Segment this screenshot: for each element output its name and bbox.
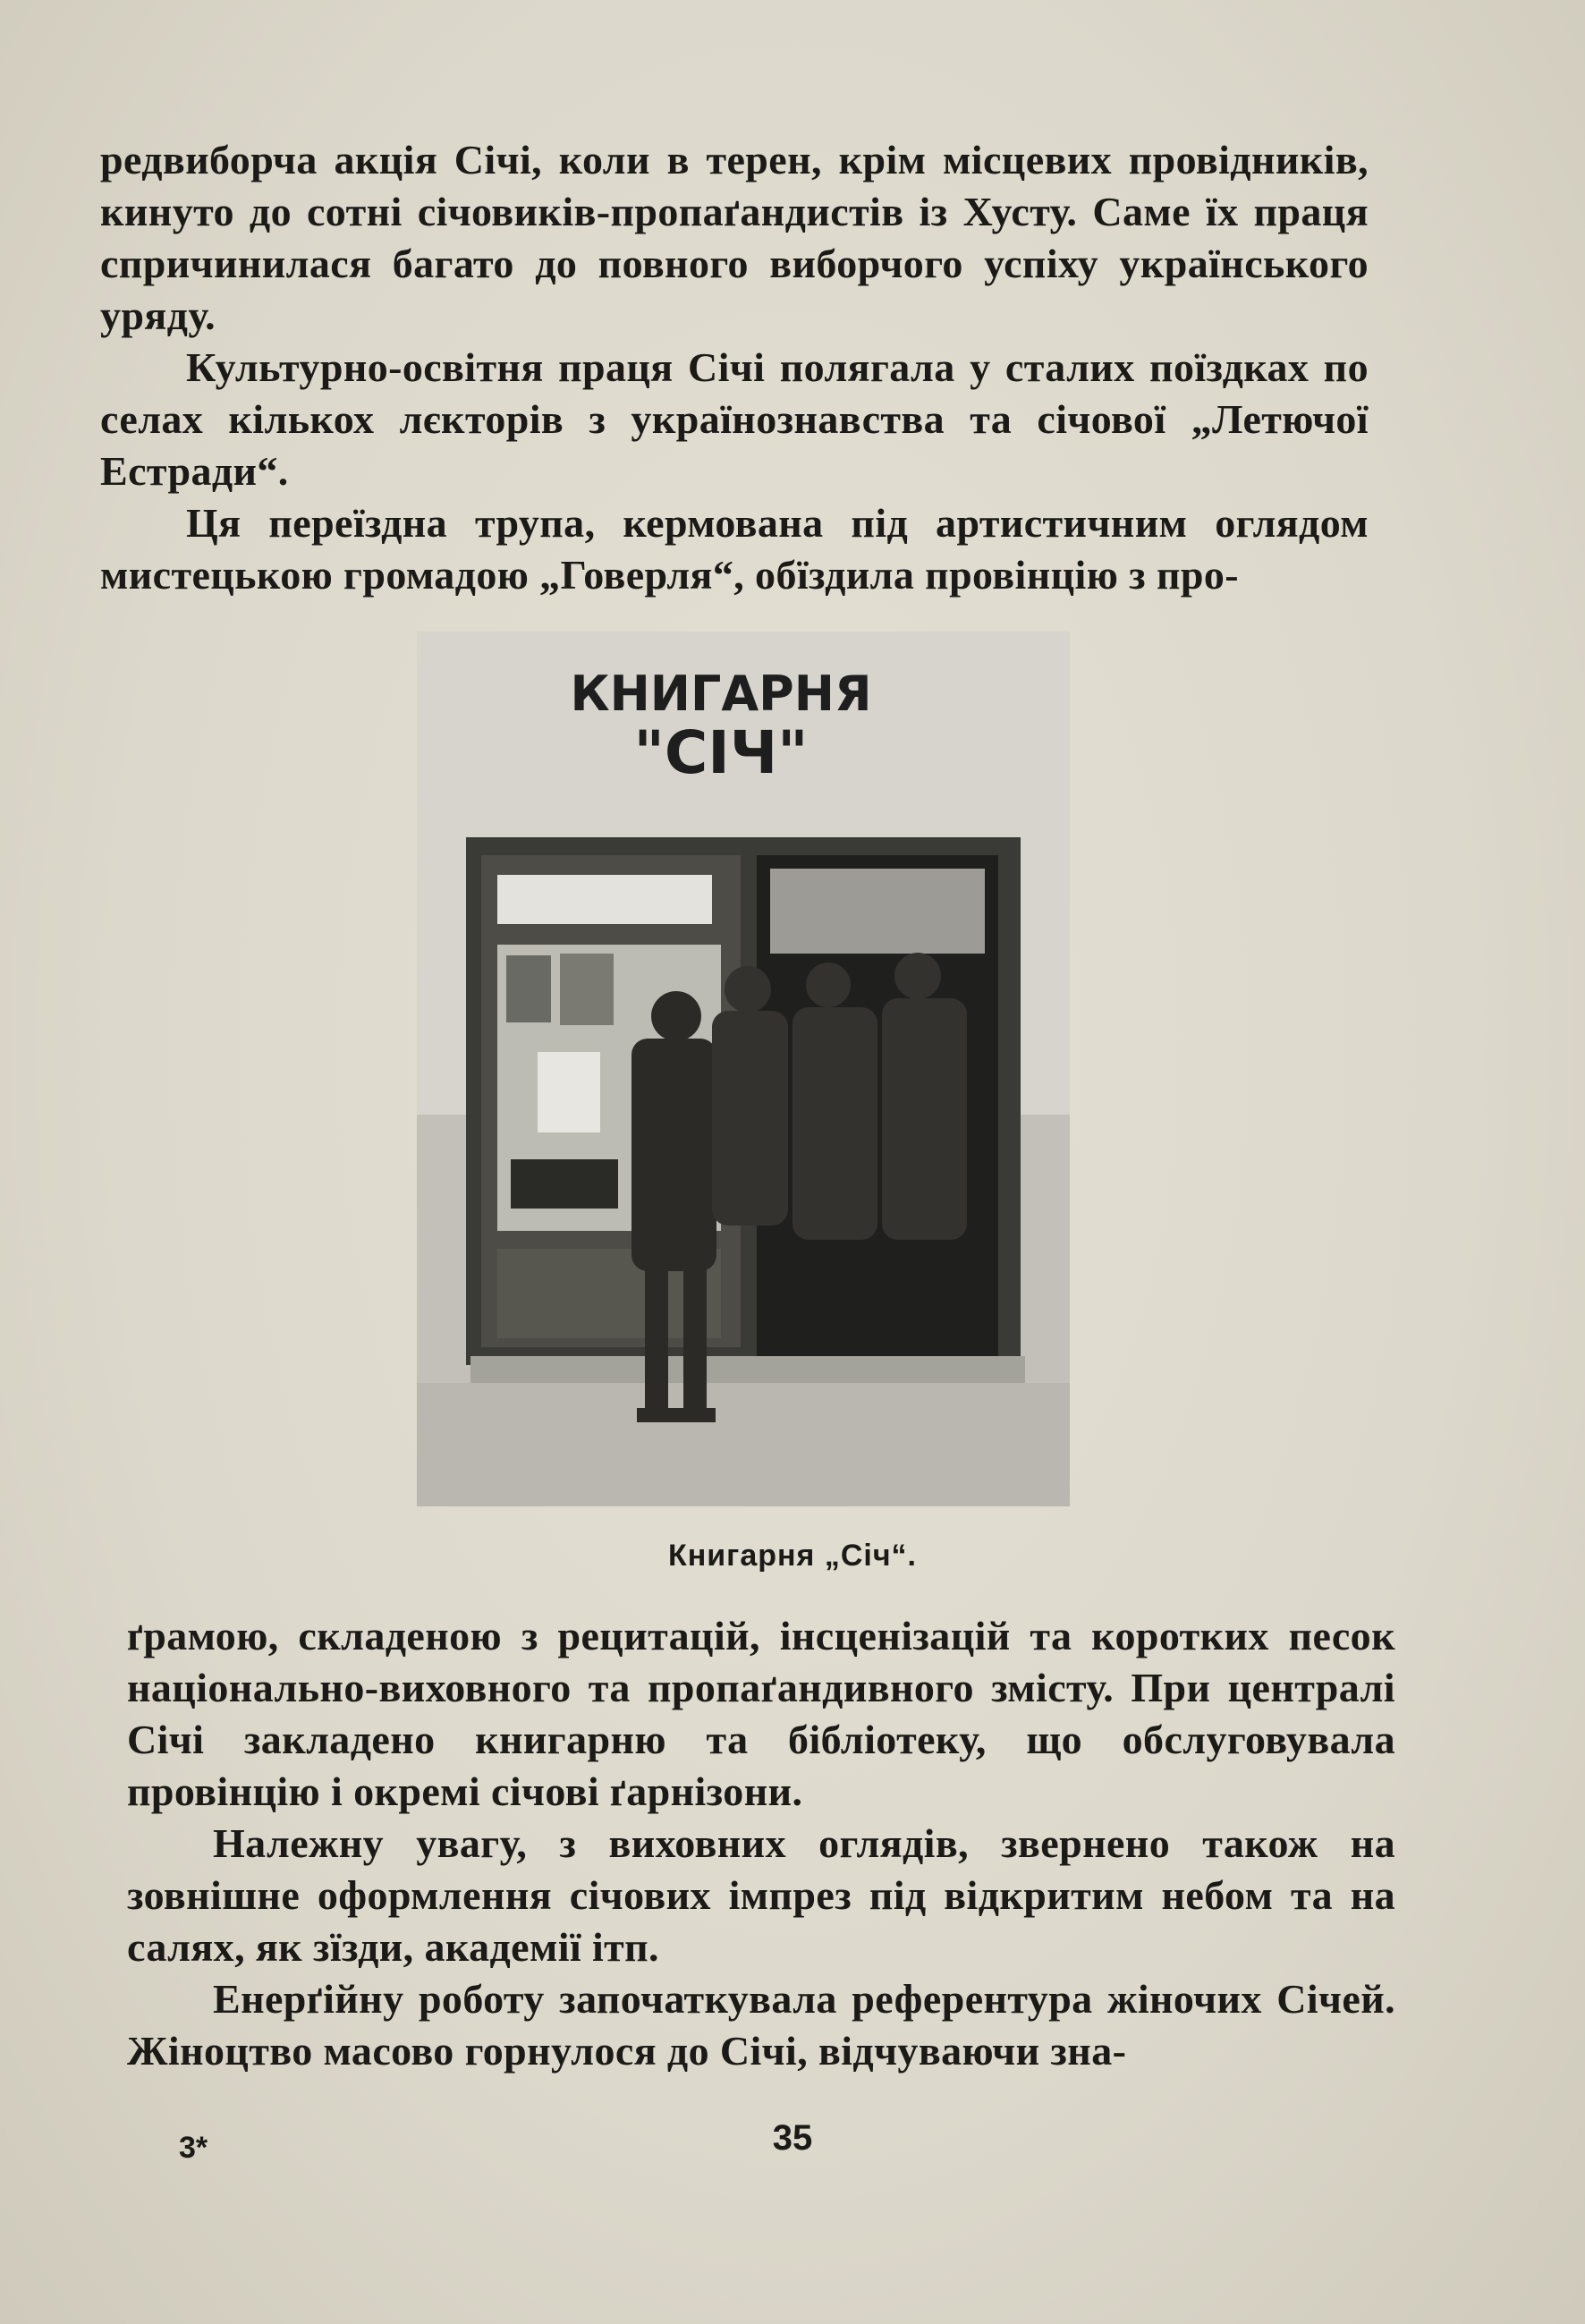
text-block-top bbox=[100, 134, 1369, 601]
signature-mark: 3* bbox=[179, 2131, 208, 2165]
svg-text:"СІЧ": "СІЧ" bbox=[633, 718, 809, 787]
bookstore-photo bbox=[417, 632, 1070, 1506]
paragraph: редвиборча акція Січі, коли в терен, крім місцевих провідників, кинуто до сотні січовиків-пропаґандистів із Хусту. Саме їх праця спричинилася багато до повного виборчого успіху українського уряду. bbox=[100, 137, 1369, 338]
paragraph: ґрамою, складеною з рецитацій, інсценізацій та коротких песок національно-виховного та пропаґандивного змісту. При централі Січі закладено книгарню та бібліотеку, що обслуговувала провінцію і окремі січові ґарнізони. bbox=[127, 1613, 1395, 1814]
paragraph: Енерґійну роботу започаткувала референтура жіночих Січей. Жіноцтво масово горнулося до Січі, відчуваючи зна- bbox=[127, 1976, 1395, 2074]
svg-text:КНИГАРНЯ: КНИГАРНЯ bbox=[570, 666, 872, 722]
text-block-bottom bbox=[127, 1610, 1395, 2077]
page-number: 35 bbox=[772, 2118, 813, 2158]
paragraph: Належну увагу, з виховних оглядів, звернено також на зовнішне оформлення січових імпрез під відкритим небом та на салях, як зїзди, академії ітп. bbox=[127, 1820, 1395, 1970]
paragraph: Культурно-освітня праця Січі полягала у сталих поїздках по селах кількох лєкторів з українознавства та січової „Летючої Естради“. bbox=[100, 344, 1369, 494]
paragraph: Ця переїздна трупа, кермована під артистичним оглядом мистецькою громадою „Говерля“, обїздила провінцію з про- bbox=[100, 500, 1369, 598]
photo-caption: Книгарня „Січ“. bbox=[667, 1539, 918, 1573]
